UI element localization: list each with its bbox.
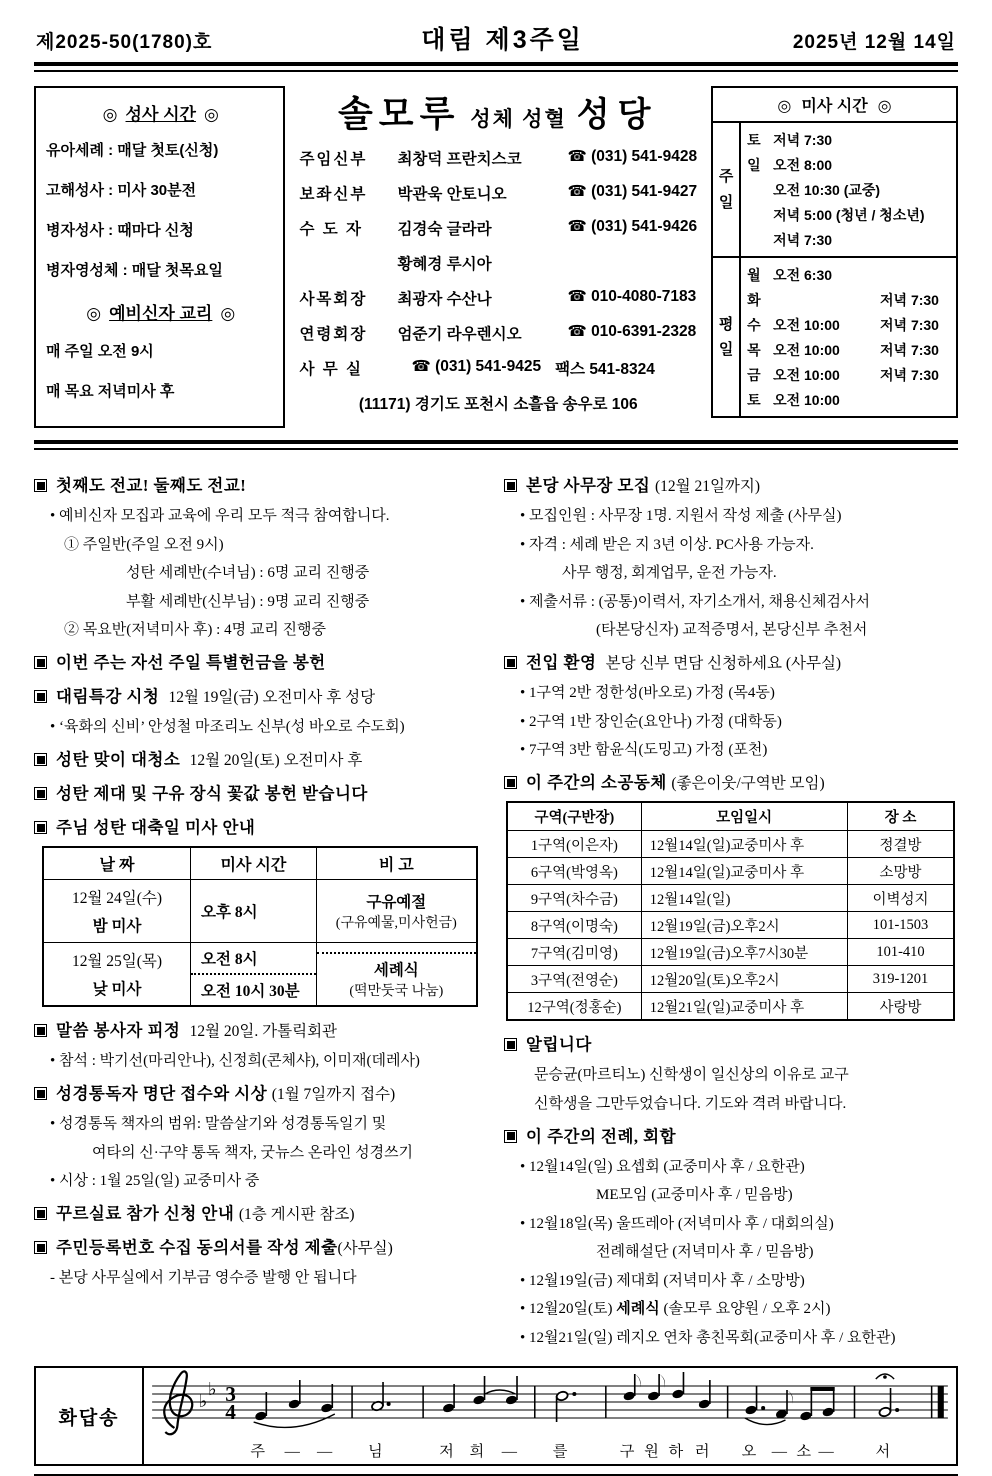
- text-line: • 2구역 1반 장인순(요안나) 가정 (대학동): [520, 713, 782, 730]
- svg-text:오: 오: [741, 1444, 757, 1460]
- svg-text:구: 구: [619, 1444, 635, 1460]
- svg-text:저: 저: [439, 1444, 454, 1460]
- table-row: 12월 25일(목) 낮 미사 오전 8시 오전 10시 30분 세례식 (떡만둣국 나눔): [43, 943, 477, 1007]
- staff-list: [299, 147, 697, 344]
- header-divider: [34, 62, 958, 72]
- catechumen-title: ◎ 예비신자 교리 ◎: [86, 304, 236, 323]
- parish-info: [293, 86, 703, 428]
- svg-text:―: ―: [284, 1444, 300, 1460]
- svg-text:주: 주: [250, 1444, 266, 1460]
- mass-row: 수 오전 10:00 저녁 7:30: [747, 316, 939, 333]
- flat-icon: ♭: [198, 1391, 208, 1411]
- mass-row: 저녁 7:30: [773, 231, 833, 248]
- section-welcome: 전입 환영 본당 신부 면담 신청하세요 (사무실): [504, 649, 958, 673]
- page-title: 대림 제3주일: [421, 26, 584, 54]
- sacrament-times-box: [34, 86, 285, 428]
- text-line: • 자격 : 세례 받은 지 3년 이상. PC사용 가능자.: [520, 536, 814, 553]
- note-stems: [266, 1372, 890, 1422]
- mass-row: 토 저녁 7:30: [747, 131, 833, 148]
- sacrament-line: 병자성사 : 때마다 신청: [46, 222, 194, 239]
- square-bullet-icon: [504, 479, 517, 492]
- ring-icon: ◎: [777, 98, 792, 115]
- parish-address: (11171) 경기도 포천시 소흘읍 송우로 106: [358, 396, 638, 413]
- staff-row: 사목회장 최광자 수산나 ☎ 010-4080-7183: [299, 288, 697, 308]
- text-line: • 성경통독 책자의 범위: 말씀살기와 성경통독일기 및: [50, 1116, 387, 1132]
- svg-text:3: 3: [225, 1382, 236, 1406]
- left-column: [34, 462, 488, 1354]
- svg-text:―: ―: [771, 1444, 788, 1460]
- mass-row: 화 저녁 7:30: [747, 291, 939, 308]
- text-line: • 제출서류 : (공통)이력서, 자기소개서, 채용신체검사서: [520, 593, 870, 610]
- square-bullet-icon: [34, 656, 47, 669]
- ring-icon: ◎: [220, 304, 236, 323]
- text-line: • 12월20일(토) 세례식 (솔모루 요양원 / 오후 2시): [520, 1301, 831, 1317]
- square-bullet-icon: [34, 1087, 47, 1100]
- community-meeting-table: [506, 801, 955, 1021]
- text-line: • 12월14일(일) 요셉회 (교중미사 후 / 요한관): [520, 1158, 805, 1175]
- svg-text:―: ―: [317, 1444, 333, 1460]
- text-line: (타본당신자) 교적증명서, 본당신부 추천서: [596, 622, 868, 638]
- mass-row: 목 오전 10:00 저녁 7:30: [747, 341, 939, 358]
- table-row: 9구역(차수금) 12월14일(일) 이벽성지: [507, 885, 954, 912]
- section-notice: 알립니다: [504, 1031, 958, 1055]
- svg-text:희: 희: [469, 1444, 485, 1460]
- mass-times-box: [711, 86, 958, 418]
- section-cleaning: 성탄 맞이 대청소 12월 20일(토) 오전미사 후: [34, 746, 488, 770]
- section-advent-lecture: 대림특강 시청 12월 19일(금) 오전미사 후 성당: [34, 683, 488, 707]
- svg-text:―: ―: [501, 1444, 518, 1460]
- office-row: 사 무 실 ☎ (031) 541-9425 팩스 541-8324: [299, 358, 655, 378]
- sacrament-line: 유아세례 : 매달 첫토(신청): [46, 142, 219, 159]
- mass-row: 금 오전 10:00 저녁 7:30: [747, 366, 939, 383]
- office-fax: 팩스 541-8324: [555, 361, 655, 378]
- svg-text:소: 소: [796, 1444, 812, 1460]
- section-evangelize: 첫째도 전교! 둘째도 전교!: [34, 472, 488, 496]
- mass-row: 토 오전 10:00: [747, 391, 840, 408]
- table-row: 6구역(박영옥) 12월14일(일)교중미사 후 소망방: [507, 858, 954, 885]
- square-bullet-icon: [504, 776, 517, 789]
- sunday-label: 주일: [713, 123, 741, 256]
- sacrament-line: 고해성사 : 미사 30분전: [46, 182, 197, 199]
- text-line: • 7구역 3반 함윤식(도밍고) 가정 (포천): [520, 742, 768, 758]
- square-bullet-icon: [34, 787, 47, 800]
- svg-text:4: 4: [225, 1400, 236, 1424]
- staff-row: 보좌신부 박관욱 안토니오 ☎ (031) 541-9427: [299, 183, 698, 203]
- text-line: • 예비신자 모집과 교육에 우리 모두 적극 참여합니다.: [50, 508, 390, 524]
- mass-row: 일 오전 8:00: [747, 156, 833, 173]
- svg-text:하: 하: [668, 1444, 684, 1460]
- ring-icon: ◎: [877, 98, 892, 115]
- flags-beams: [635, 1374, 835, 1404]
- square-bullet-icon: [34, 479, 47, 492]
- issue-number: 제2025-50(1780)호: [36, 32, 213, 53]
- flat-icon: ♭: [207, 1379, 217, 1399]
- text-line: 사무 행정, 회계업무, 운전 가능자.: [562, 565, 777, 581]
- music-notation: [144, 1368, 956, 1464]
- staff-row: 황혜경 루시아: [299, 252, 697, 274]
- staff-row: 수 도 자 김경숙 글라라 ☎ (031) 541-9426: [299, 218, 698, 238]
- svg-text:―: ―: [818, 1444, 834, 1460]
- text-line: ② 목요반(저녁미사 후) : 4명 교리 진행중: [64, 622, 327, 638]
- text-line: • 1구역 2반 정한성(바오로) 가정 (목4동): [520, 685, 775, 701]
- phone-number: [567, 252, 697, 274]
- text-line: 문승균(마르티노) 신학생이 일신상의 이유로 교구: [534, 1067, 849, 1083]
- mass-times-title: ◎ 미사 시간 ◎: [713, 88, 956, 123]
- section-cursillo: 꾸르실료 참가 신청 안내 (1층 게시판 참조): [34, 1200, 488, 1224]
- phone-number: ☎ (031) 541-9427: [567, 183, 698, 200]
- table-row: 12구역(정홍순) 12월21일(일)교중미사 후 사랑방: [507, 993, 954, 1021]
- body-columns: [34, 462, 958, 1354]
- music-staff: [144, 1368, 956, 1464]
- responsorial-psalm-box: [34, 1366, 958, 1466]
- phone-number: ☎ 010-4080-7183: [567, 288, 697, 305]
- svg-text:러: 러: [694, 1444, 710, 1460]
- square-bullet-icon: [504, 656, 517, 669]
- text-line: 부활 세례반(신부님) : 9명 교리 진행중: [126, 593, 370, 610]
- square-bullet-icon: [34, 821, 47, 834]
- square-bullet-icon: [34, 690, 47, 703]
- ring-icon: ◎: [203, 105, 219, 124]
- masthead: [34, 8, 958, 62]
- svg-text:원: 원: [644, 1444, 659, 1460]
- office-phone: ☎ (031) 541-9425: [411, 358, 542, 375]
- section-liturgy-meetings: 이 주간의 전례, 회합: [504, 1123, 958, 1147]
- text-line: 전례해설단 (저녁미사 후 / 믿음방): [596, 1244, 814, 1260]
- section-office-manager: 본당 사무장 모집 (12월 21일까지): [504, 472, 958, 496]
- text-line: - 본당 사무실에서 기부금 영수증 발행 안 됩니다: [50, 1270, 357, 1286]
- section-word-retreat: 말씀 봉사자 피정 12월 20일. 가톨릭회관: [34, 1017, 488, 1041]
- text-line: 성탄 세례반(수녀님) : 6명 교리 진행중: [126, 565, 370, 581]
- square-bullet-icon: [34, 753, 47, 766]
- square-bullet-icon: [504, 1130, 517, 1143]
- catechumen-line: 매 목요 저녁미사 후: [46, 383, 175, 400]
- section-christmas-mass: 주님 성탄 대축일 미사 안내: [34, 814, 488, 838]
- lyrics: [250, 1442, 890, 1460]
- text-line: 여타의 신·구약 통독 책자, 굿뉴스 온라인 성경쓰기: [92, 1144, 414, 1161]
- staff-row: 주임신부 최창덕 프란치스코 ☎ (031) 541-9428: [299, 148, 698, 168]
- text-line: • 12월18일(목) 울뜨레아 (저녁미사 후 / 대회의실): [520, 1215, 834, 1232]
- sunday-mass-group: [713, 123, 956, 256]
- section-small-community: 이 주간의 소공동체 (좋은이웃/구역반 모임): [504, 769, 958, 793]
- text-line: ① 주일반(주일 오전 9시): [64, 536, 224, 553]
- note-heads: [254, 1375, 899, 1421]
- square-bullet-icon: [34, 1241, 47, 1254]
- text-line: • 모집인원 : 사무장 1명. 지원서 작성 제출 (사무실): [520, 508, 842, 524]
- mass-row: 월 오전 6:30: [747, 266, 833, 283]
- issue-date: 2025년 12월 14일: [792, 32, 956, 53]
- top-info-row: [34, 86, 958, 428]
- svg-text:서: 서: [875, 1444, 891, 1460]
- right-column: [504, 462, 958, 1354]
- square-bullet-icon: [34, 1207, 47, 1220]
- text-line: • ‘육화의 신비’ 안성철 마조리노 신부(성 바오로 수도회): [50, 719, 405, 735]
- text-line: • 12월21일(일) 레지오 연차 총친목회(교중미사 후 / 요한관): [520, 1329, 896, 1346]
- ring-icon: ◎: [102, 105, 118, 124]
- slurs-ties: [254, 1374, 894, 1427]
- square-bullet-icon: [504, 1038, 517, 1051]
- phone-number: ☎ (031) 541-9428: [567, 148, 698, 165]
- staff-row: 연령회장 엄준기 라우렌시오 ☎ 010-6391-2328: [299, 323, 697, 343]
- sacrament-line: 병자영성체 : 매달 첫목요일: [46, 262, 223, 279]
- table-header-row: 구역(구반장) 모임일시 장 소: [507, 802, 954, 831]
- table-row: 12월 24일(수) 밤 미사 오후 8시 구유예절 (구유예물,미사헌금): [43, 880, 477, 943]
- final-barline: [938, 1386, 944, 1418]
- table-row: 8구역(이명숙) 12월19일(금)오후2시 101-1503: [507, 912, 954, 939]
- weekday-label: 평일: [713, 258, 741, 416]
- catechumen-line: 매 주일 오전 9시: [46, 343, 154, 360]
- phone-number: ☎ (031) 541-9426: [567, 218, 698, 235]
- christmas-mass-table: [42, 846, 478, 1007]
- svg-text:님: 님: [368, 1444, 383, 1460]
- phone-number: ☎ 010-6391-2328: [567, 323, 697, 340]
- mass-row: 오전 10:30 (교중): [773, 181, 881, 198]
- parish-name: 솔모루 성체 성혈 성당: [338, 94, 659, 134]
- text-line: ME모임 (교중미사 후 / 믿음방): [596, 1187, 793, 1203]
- section-divider: [34, 440, 958, 450]
- table-row: 3구역(전영순) 12월20일(토)오후2시 319-1201: [507, 966, 954, 993]
- text-line: • 12월19일(금) 제대회 (저녁미사 후 / 소망방): [520, 1272, 805, 1289]
- ring-icon: ◎: [86, 304, 102, 323]
- section-flower-offering: 성탄 제대 및 구유 장식 꽃값 봉헌 받습니다: [34, 780, 488, 804]
- table-row: 7구역(김미영) 12월19일(금)오후7시30분 101-410: [507, 939, 954, 966]
- mass-row: 저녁 5:00 (청년 / 청소년): [773, 206, 925, 223]
- table-row: 1구역(이은자) 12월14일(일)교중미사 후 정결방: [507, 831, 954, 858]
- section-bible-reading: 성경통독자 명단 접수와 시상 (1월 7일까지 접수): [34, 1080, 488, 1104]
- table-header-row: 날 짜 미사 시간 비 고: [43, 847, 477, 880]
- section-consent-form: 주민등록번호 수집 동의서를 작성 제출(사무실): [34, 1234, 488, 1258]
- svg-text:를: 를: [552, 1444, 568, 1460]
- weekday-mass-group: [713, 256, 956, 416]
- sacrament-times-title: ◎ 성사 시간 ◎: [102, 105, 219, 124]
- square-bullet-icon: [34, 1024, 47, 1037]
- section-charity-offering: 이번 주는 자선 주일 특별헌금을 봉헌: [34, 649, 488, 673]
- psalm-label: 화답송: [36, 1368, 144, 1464]
- text-line: • 참석 : 박기선(마리안나), 신정희(콘체샤), 이미재(데레사): [50, 1053, 420, 1069]
- text-line: 신학생을 그만두었습니다. 기도와 격려 바랍니다.: [534, 1095, 847, 1112]
- text-line: • 시상 : 1월 25일(일) 교중미사 중: [50, 1173, 260, 1189]
